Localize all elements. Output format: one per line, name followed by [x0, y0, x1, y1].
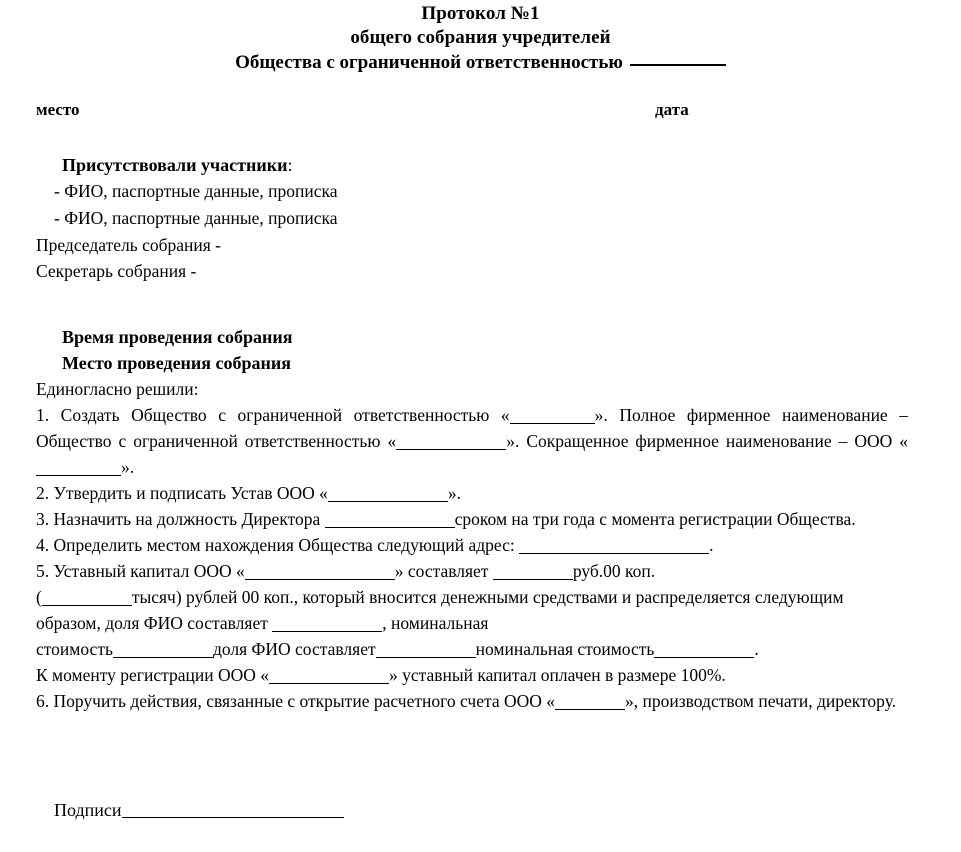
resolution-5-text-f: , номинальная	[382, 613, 489, 633]
place-date-row	[0, 100, 961, 124]
resolution-5-blank-nominal-value-1[interactable]	[113, 643, 213, 658]
resolution-5-text-k: К моменту регистрации ООО «	[36, 665, 270, 685]
resolution-4-text-b: .	[709, 535, 714, 555]
resolution-5-blank-share-2[interactable]	[376, 643, 476, 658]
resolution-3-text-b: сроком на три года с момента регистрации Общества.	[454, 509, 856, 529]
resolution-2-text-a: 2. Утвердить и подписать Устав ООО «	[36, 483, 328, 503]
resolution-item-5-line-2	[0, 584, 961, 636]
attendees-heading-colon: :	[287, 155, 293, 175]
chairman-line: Председатель собрания -	[36, 235, 221, 255]
signatures-blank[interactable]	[122, 817, 344, 818]
title-line-general-meeting: общего собрания учредителей	[350, 27, 611, 48]
place-label: место	[36, 100, 80, 119]
resolution-1-blank-short-name[interactable]	[510, 409, 595, 424]
resolution-5-blank-nominal-value-2[interactable]	[654, 643, 754, 658]
resolution-5-text-e: тысяч) рублей 00 коп., который вносится денежными средствами и распределяется следующим образом, доля ФИО составляет	[36, 587, 844, 633]
resolution-1-blank-abbrev-name[interactable]	[36, 461, 121, 476]
resolution-5-text-a: 5. Уставный капитал ООО «	[36, 561, 245, 581]
resolution-1-text-a: 1. Создать Общество с ограниченной ответственностью «	[36, 405, 510, 425]
company-name-blank[interactable]	[630, 64, 726, 66]
resolution-5-blank-company[interactable]	[245, 565, 395, 580]
signatures-label: Подписи	[54, 800, 122, 820]
attendee-item: - ФИО, паспортные данные, прописка	[54, 181, 338, 201]
resolution-item-2	[0, 480, 961, 506]
meeting-place-heading: Место проведения собрания	[62, 353, 292, 373]
attendees-heading	[0, 152, 961, 178]
spacer	[0, 284, 961, 324]
title-company-type-text: Общества с ограниченной ответственностью	[235, 52, 623, 73]
resolution-5-text-d: (	[36, 587, 42, 607]
resolution-5-blank-thousands[interactable]	[42, 591, 132, 606]
resolution-5-text-i: номинальная стоимость	[475, 639, 655, 659]
title-line-protocol-number: Протокол №1	[421, 3, 540, 24]
resolution-5-text-j: .	[754, 639, 759, 659]
resolution-item-5-line-1	[0, 558, 961, 584]
title-line-company-type	[0, 50, 961, 76]
resolution-5-text-g: стоимость	[36, 639, 113, 659]
document-title-block	[0, 0, 961, 76]
resolution-4-text-a: 4. Определить местом нахождения Общества следующий адрес:	[36, 535, 520, 555]
resolution-item-5-line-4	[0, 662, 961, 688]
resolution-5-blank-capital-amount[interactable]	[493, 565, 573, 580]
resolution-5-text-h: доля ФИО составляет	[212, 639, 376, 659]
resolution-4-blank-address[interactable]	[519, 539, 709, 554]
resolution-5-blank-share-1[interactable]	[272, 617, 382, 632]
resolution-3-blank-director-name[interactable]	[325, 513, 455, 528]
attendees-heading-text: Присутствовали участники	[62, 155, 288, 175]
resolution-5-text-c: руб.00 коп.	[572, 561, 656, 581]
attendee-item: - ФИО, паспортные данные, прописка	[54, 208, 338, 228]
resolution-1-blank-full-name[interactable]	[396, 435, 506, 450]
resolution-item-1	[0, 402, 961, 480]
resolution-2-blank-charter-company[interactable]	[328, 487, 448, 502]
resolution-1-text-c: ». Сокращенное фирменное наименование – ООО «	[506, 431, 908, 451]
resolution-item-4	[0, 532, 961, 558]
secretary-line: Секретарь собрания -	[36, 261, 197, 281]
resolution-item-3	[0, 506, 961, 532]
resolution-1-text-d: ».	[121, 457, 135, 477]
resolution-6-text-b: », производством печати, директору.	[625, 691, 897, 711]
resolution-item-6	[0, 688, 961, 714]
resolution-3-text-a: 3. Назначить на должность Директора	[36, 509, 325, 529]
resolution-5-text-b: » составляет	[394, 561, 493, 581]
resolution-1-text-b: ». Полное фирменное наименование – Общество с ограниченной ответственностью «	[36, 405, 909, 451]
resolution-intro: Единогласно решили:	[36, 379, 199, 399]
signatures-row	[54, 800, 344, 821]
resolution-5-blank-registration-company[interactable]	[269, 669, 389, 684]
resolution-6-blank-company[interactable]	[555, 695, 625, 710]
resolution-5-text-l: » уставный капитал оплачен в размере 100%.	[389, 665, 726, 685]
resolution-2-text-b: ».	[447, 483, 462, 503]
date-label: дата	[655, 100, 689, 119]
resolution-6-text-a: 6. Поручить действия, связанные с открытие расчетного счета ООО «	[36, 691, 556, 711]
document-body	[0, 152, 961, 714]
meeting-time-heading: Время проведения собрания	[62, 327, 293, 347]
resolution-item-5-line-3	[0, 636, 961, 662]
